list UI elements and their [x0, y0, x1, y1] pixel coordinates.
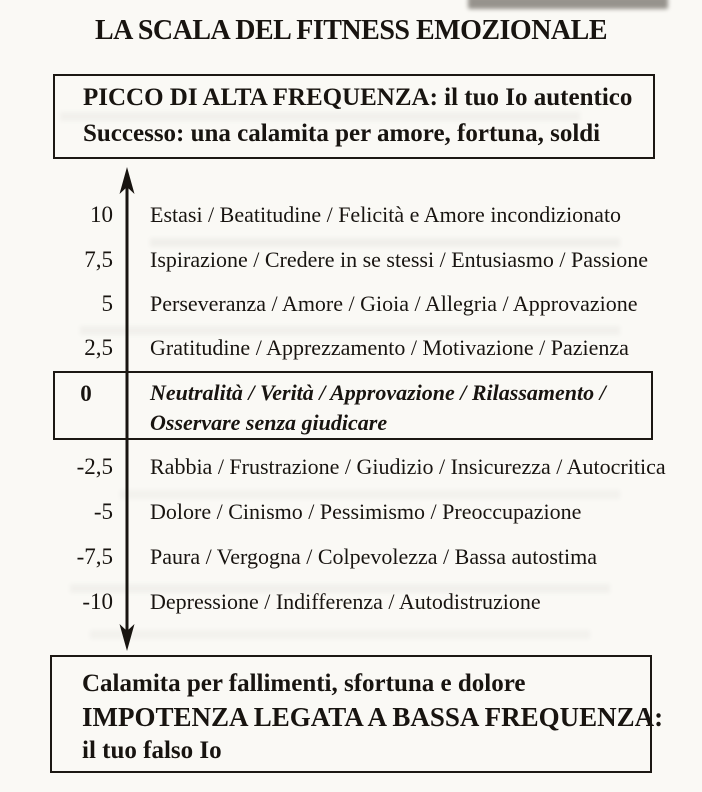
scale-value: -2,5 — [76, 454, 113, 479]
scale-row — [0, 333, 702, 363]
scale-label: Perseveranza / Amore / Gioia / Allegria / Approvazione — [150, 291, 638, 316]
scale-label: Dolore / Cinismo / Pessimismo / Preoccupazione — [150, 499, 582, 524]
neutral-zero-box — [53, 371, 653, 440]
scale-row — [0, 289, 702, 319]
scale-value: -10 — [82, 589, 113, 614]
scale-label: Ispirazione / Credere in se stessi / Entusiasmo / Passione — [150, 247, 648, 272]
scale-label: Depressione / Indifferenza / Autodistruzione — [150, 589, 541, 614]
bottom-box-line1: Calamita per fallimenti, sfortuna e dolore — [82, 670, 526, 697]
scale-value: 10 — [90, 202, 113, 227]
scale-label: Paura / Vergogna / Colpevolezza / Bassa autostima — [150, 544, 598, 569]
bottom-box-line2: IMPOTENZA LEGATA A BASSA FREQUENZA: — [82, 702, 664, 732]
zero-row-line2: Osservare senza giudicare — [150, 410, 388, 435]
scale-label: Rabbia / Frustrazione / Giudizio / Insicurezza / Autocritica — [150, 454, 666, 479]
scale-label: Gratitudine / Apprezzamento / Motivazione / Pazienza — [150, 335, 629, 360]
zero-row-line1: Neutralità / Verità / Approvazione / Rilassamento / — [150, 380, 606, 405]
scale-value: 0 — [80, 381, 92, 406]
page-title: LA SCALA DEL FITNESS EMOZIONALE — [95, 15, 607, 46]
scale-row — [0, 245, 702, 275]
scale-row — [0, 542, 702, 572]
scale-row — [0, 452, 702, 482]
scale-label: Estasi / Beatitudine / Felicità e Amore incondizionato — [150, 202, 622, 227]
top-box-line2: Successo: una calamita per amore, fortuna, soldi — [83, 120, 601, 147]
scale-value: 7,5 — [84, 247, 113, 272]
scale-value: 5 — [101, 291, 113, 316]
low-frequency-box — [50, 655, 664, 773]
scale-row — [0, 587, 702, 617]
bottom-box-line3: il tuo falso Io — [82, 737, 222, 764]
scale-value: -5 — [93, 499, 113, 524]
scale-row — [0, 497, 702, 527]
scale-value: 2,5 — [84, 335, 113, 360]
scan-bleed-artifact — [90, 630, 590, 639]
scale-row — [0, 200, 702, 230]
scale-value: -7,5 — [76, 544, 113, 569]
scan-bleed-artifact — [468, 0, 668, 9]
high-frequency-box — [53, 74, 655, 159]
top-box-line1: PICCO DI ALTA FREQUENZA: il tuo Io autentico — [83, 84, 633, 111]
